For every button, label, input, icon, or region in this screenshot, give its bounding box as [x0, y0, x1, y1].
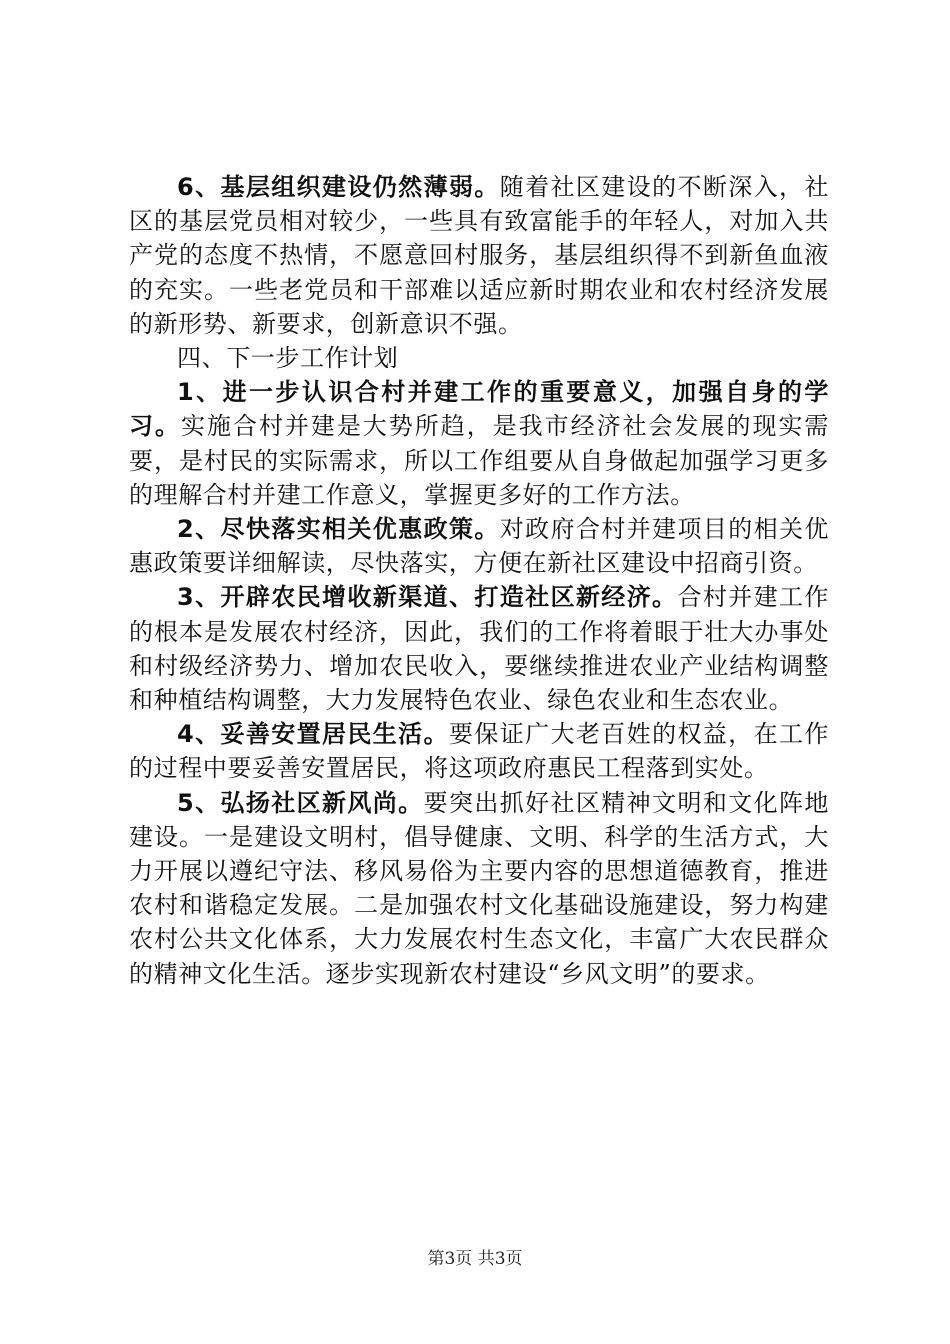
paragraph-plan-2: [129, 512, 829, 580]
paragraph-plan-4: [129, 717, 829, 785]
paragraph-lead: 1、进一步认识合村并建工作的重要意义，加强自身的学习。: [129, 378, 829, 441]
document-body: [129, 170, 829, 991]
section-heading-text: 四、下一步工作计划: [177, 344, 399, 373]
paragraph-lead: 2、尽快落实相关优惠政策。: [177, 515, 500, 544]
paragraph-basic-organization: [129, 170, 829, 341]
paragraph-text: 要突出抓好社区精神文明和文化阵地建设。一是建设文明村，倡导健康、文明、科学的生活方式，大力开展以遵纪守法、移风易俗为主要内容的思想道德教育，推进农村和谐稳定发展。二是加强农村文化基础设施建设，努力构建农村公共文化体系，大力发展农村生态文化，丰富广大农民群众的精神文化生活。逐步实现新农村建设“乡风文明”的要求。: [129, 788, 829, 988]
paragraph-lead: 3、开辟农民增收新渠道、打造社区新经济。: [177, 583, 678, 612]
paragraph-text: 要保证广大老百姓的权益，在工作的过程中要妥善安置居民，将这项政府惠民工程落到实处。: [129, 720, 829, 783]
paragraph-text: 合村并建工作的根本是发展农村经济，因此，我们的工作将着眼于壮大办事处和村级经济势力、增加农民收入，要继续推进农业产业结构调整和种植结构调整，大力发展特色农业、绿色农业和生态农业。: [129, 583, 829, 715]
section-heading-next-plan: [129, 341, 829, 375]
paragraph-lead: 5、弘扬社区新风尚。: [177, 788, 424, 817]
paragraph-text: 随着社区建设的不断深入，社区的基层党员相对较少，一些具有致富能手的年轻人，对加入共产党的态度不热情，不愿意回村服务，基层组织得不到新鱼血液的充实。一些老党员和干部难以适应新时期农业和农村经济发展的新形势、新要求，创新意识不强。: [129, 173, 829, 338]
paragraph-text: 实施合村并建是大势所趋，是我市经济社会发展的现实需要，是村民的实际需求，所以工作组要从自身做起加强学习更多的理解合村并建工作意义，掌握更多好的工作方法。: [129, 412, 830, 509]
paragraph-plan-3: [129, 580, 829, 717]
page-number-label: 第3页 共3页: [427, 1249, 523, 1269]
paragraph-plan-5: [129, 786, 829, 991]
paragraph-text: 对政府合村并建项目的相关优惠政策要详细解读，尽快落实，方便在新社区建设中招商引资。: [129, 515, 829, 578]
paragraph-lead: 6、基层组织建设仍然薄弱。: [177, 173, 500, 201]
paragraph-lead: 4、妥善安置居民生活。: [177, 720, 449, 749]
paragraph-plan-1: [129, 375, 829, 512]
page-footer: [0, 1244, 950, 1269]
